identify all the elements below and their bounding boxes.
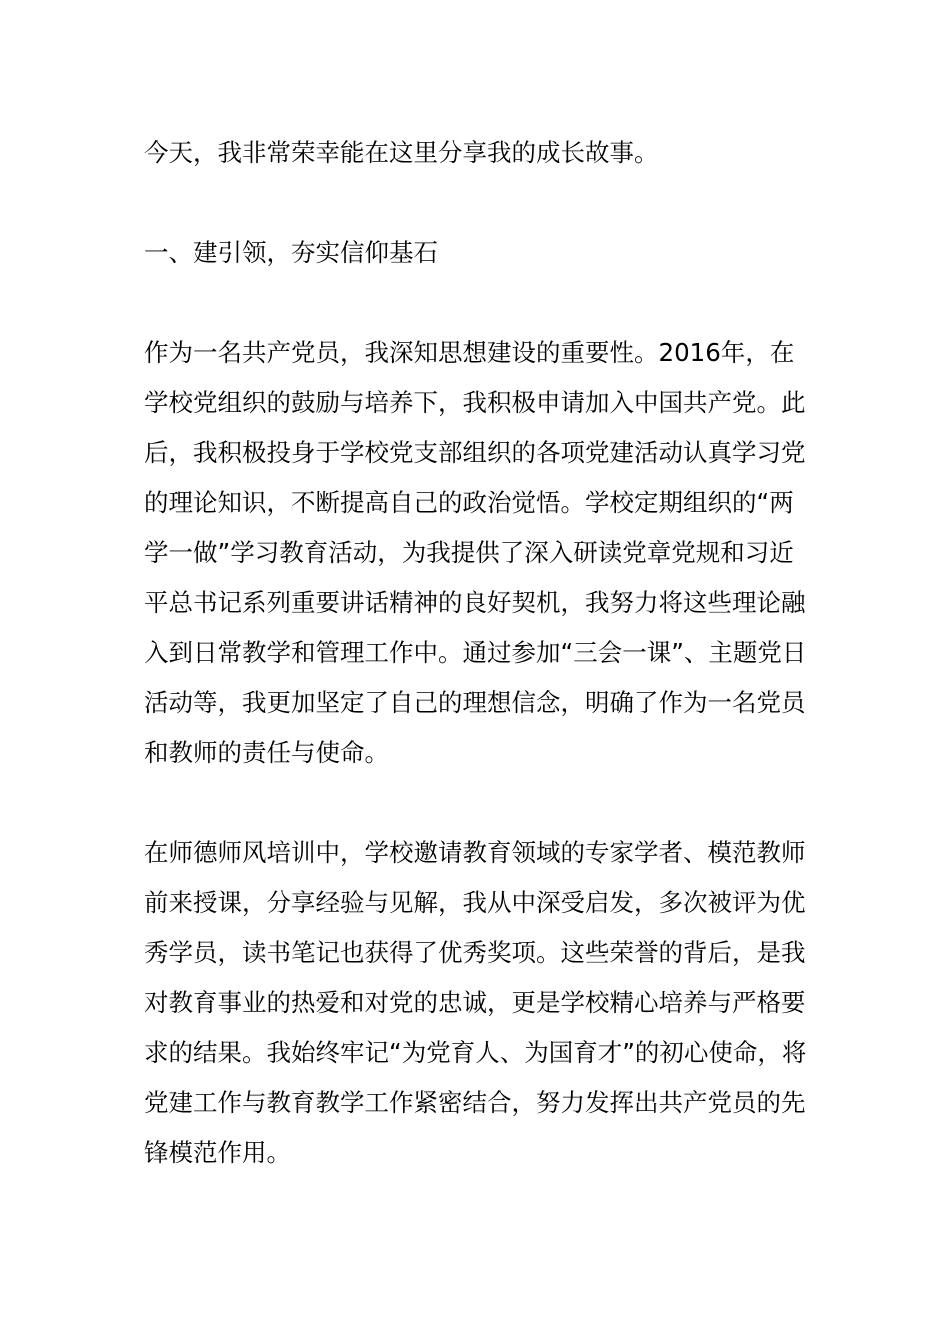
intro-paragraph: 今天，我非常荣幸能在这里分享我的成长故事。 — [144, 138, 659, 167]
body-paragraph-1: 作为一名共产党员，我深知思想建设的重要性。2016年，在学校党组织的鼓励与培养下，我积极申请加入中国共产党。此后，我积极投身于学校党支部组织的各项党建活动认真学习党的理论知识，不断提高自己的政治觉悟。学校定期组织的“两学一做”学习教育活动，为我提供了深入研读党章党规和习近平总书记系列重要讲话精神的良好契机，我努力将这些理论融入到日常教学和管理工作中。通过参加“三会一课”、主题党日活动等，我更加坚定了自己的理想信念，明确了作为一名党员和教师的责任与使命。 — [144, 338, 807, 767]
document-body — [144, 128, 808, 1178]
section-heading: 一、建引领，夯实信仰基石 — [144, 238, 438, 267]
body-paragraph-2: 在师德师风培训中，学校邀请教育领域的专家学者、模范教师前来授课，分享经验与见解，我从中深受启发，多次被评为优秀学员，读书笔记也获得了优秀奖项。这些荣誉的背后，是我对教育事业的热爱和对党的忠诚，更是学校精心培养与严格要求的结果。我始终牢记“为党育人、为国育才”的初心使命，将党建工作与教育教学工作紧密结合，努力发挥出共产党员的先锋模范作用。 — [144, 838, 807, 1167]
